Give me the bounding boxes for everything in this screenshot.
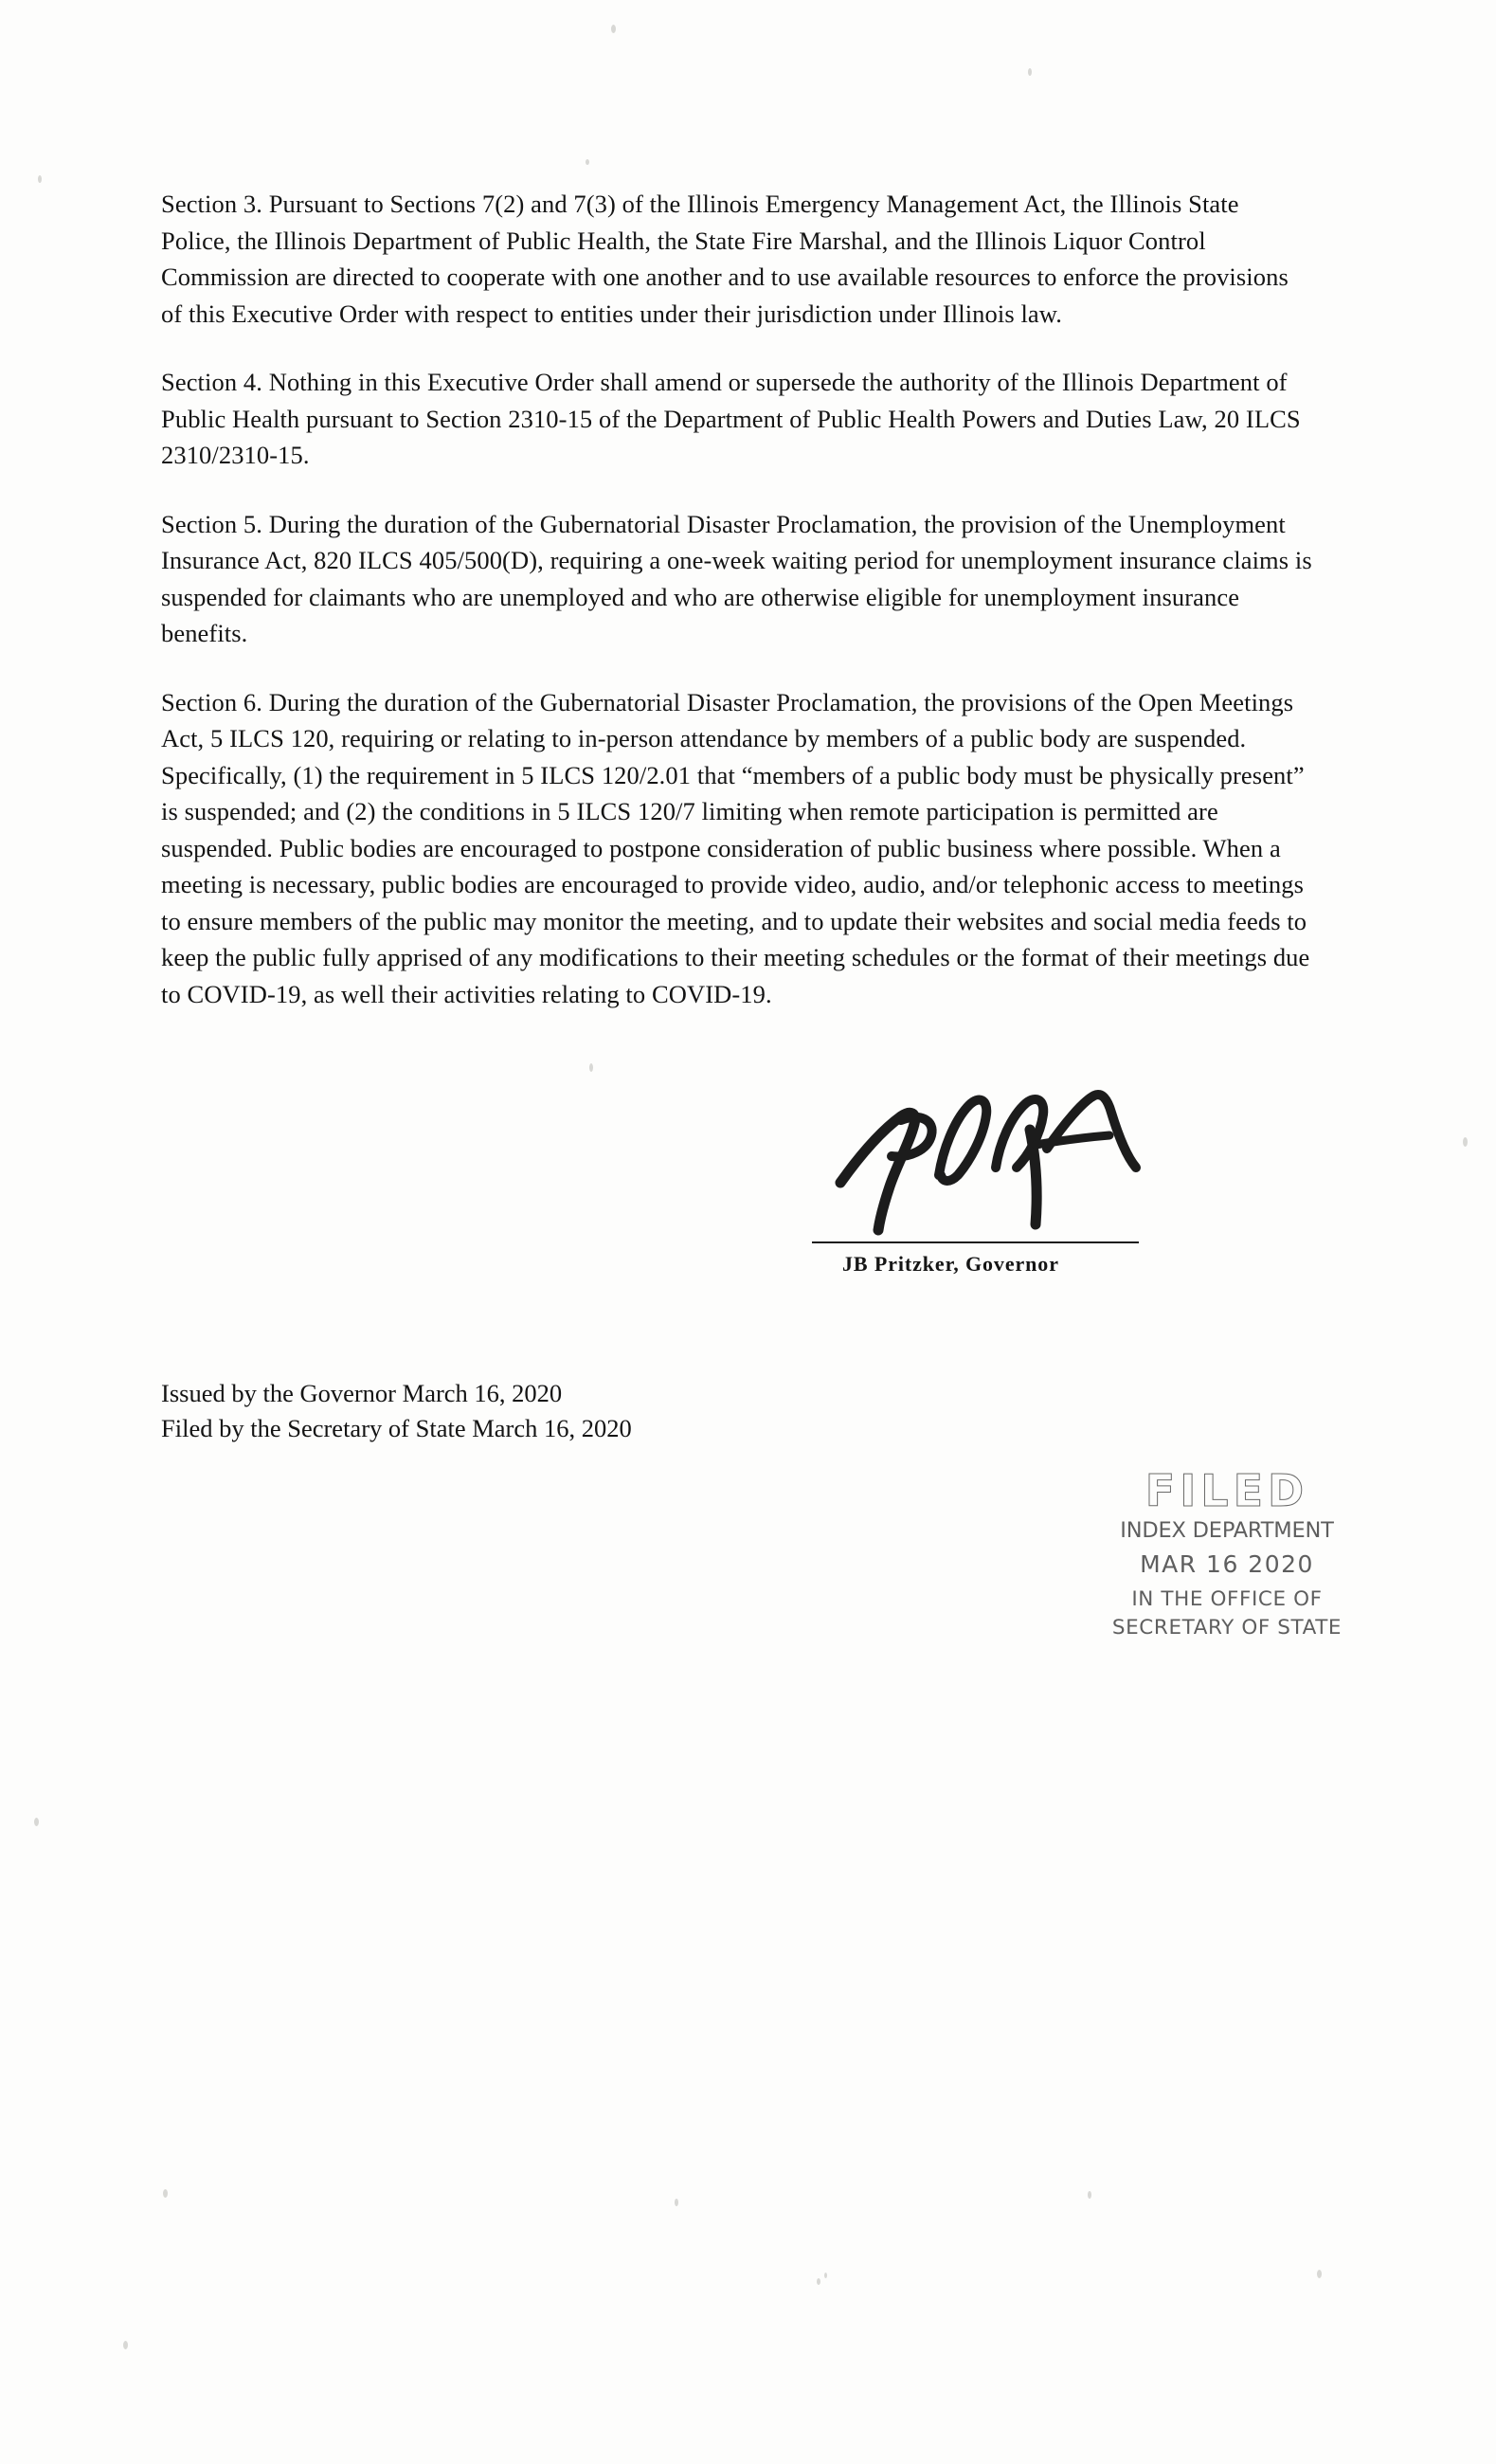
stamp-department: INDEX DEPARTMENT [1120,1518,1334,1543]
document-body [161,186,1312,1044]
scan-speck [589,1063,593,1072]
scan-speck [817,2278,820,2285]
stamp-title: FILED [1145,1465,1309,1516]
paragraph-section-5: Section 5. During the duration of the Gubernatorial Disaster Proclamation, the provision of the Unemployment Insurance Act, 820 ILCS 405/500(D), requiring a one-week waiting period for unemployment insurance claims is suspended for claimants who are unemployed and who are otherwise eligible for unemployment insurance benefits. [161,509,1312,647]
scan-speck [586,159,589,165]
scan-speck [34,1818,39,1826]
scan-speck [611,25,616,33]
stamp-office-line-2: SECRETARY OF STATE [1111,1616,1343,1640]
issuance-block [161,1376,919,1446]
stamp-date: MAR 16 2020 [1140,1550,1314,1578]
scan-speck [123,2341,128,2349]
scan-speck [38,175,42,183]
paragraph-section-6: Section 6. During the duration of the Gubernatorial Disaster Proclamation, the provisions of the Open Meetings Act, 5 ILCS 120, requiring or relating to in-person attendance by members of a public body are suspended. Specifically, (1) the requirement in 5 ILCS 120/2.01 that “members of a public body must be physically present” is suspended; and (2) the conditions in 5 ILCS 120/7 limiting when remote participation is permitted are suspended. Public bodies are encouraged to postpone consideration of public business where possible. When a meeting is necessary, public bodies are encouraged to provide video, audio, and/or telephonic access to meetings to ensure members of the public may monitor the meeting, and to update their websites and social media feeds to keep the public fully apprised of any modifications to their meeting schedules or the format of their meetings due to COVID-19, as well their activities relating to COVID-19. [161,687,1310,1008]
scan-speck [824,2273,827,2278]
signature-block [791,1088,1189,1277]
scan-speck [1317,2270,1322,2278]
scan-speck [675,2199,678,2206]
filed-by-secretary-line: Filed by the Secretary of State March 16, 2020 [161,1414,632,1442]
signature-rule [812,1241,1139,1243]
paragraph-section-4: Section 4. Nothing in this Executive Order shall amend or supersede the authority of the Illinois Department of Public Health pursuant to Section 2310-15 of the Department of Public Health Powers and Duties Law, 20 ILCS 2310/2310-15. [161,368,1301,469]
issued-by-governor-line: Issued by the Governor March 16, 2020 [161,1379,563,1407]
signatory-name: JB Pritzker, Governor [842,1252,1059,1276]
scan-speck [163,2189,168,2198]
stamp-office-line-1: IN THE OFFICE OF [1131,1587,1323,1611]
scan-speck [1028,68,1032,76]
filed-stamp [1085,1467,1369,1642]
scan-speck [1463,1137,1468,1147]
scan-speck [1088,2191,1091,2199]
handwritten-signature-icon [810,1088,1208,1240]
paragraph-section-3: Section 3. Pursuant to Sections 7(2) and 7(3) of the Illinois Emergency Management Act, the Illinois State Police, the Illinois Department of Public Health, the State Fire Marshal, and the Illinois Liquor Control Commission are directed to cooperate with one another and to use available resources to enforce the provisions of this Executive Order with respect to entities under their jurisdiction under Illinois law. [161,190,1289,328]
